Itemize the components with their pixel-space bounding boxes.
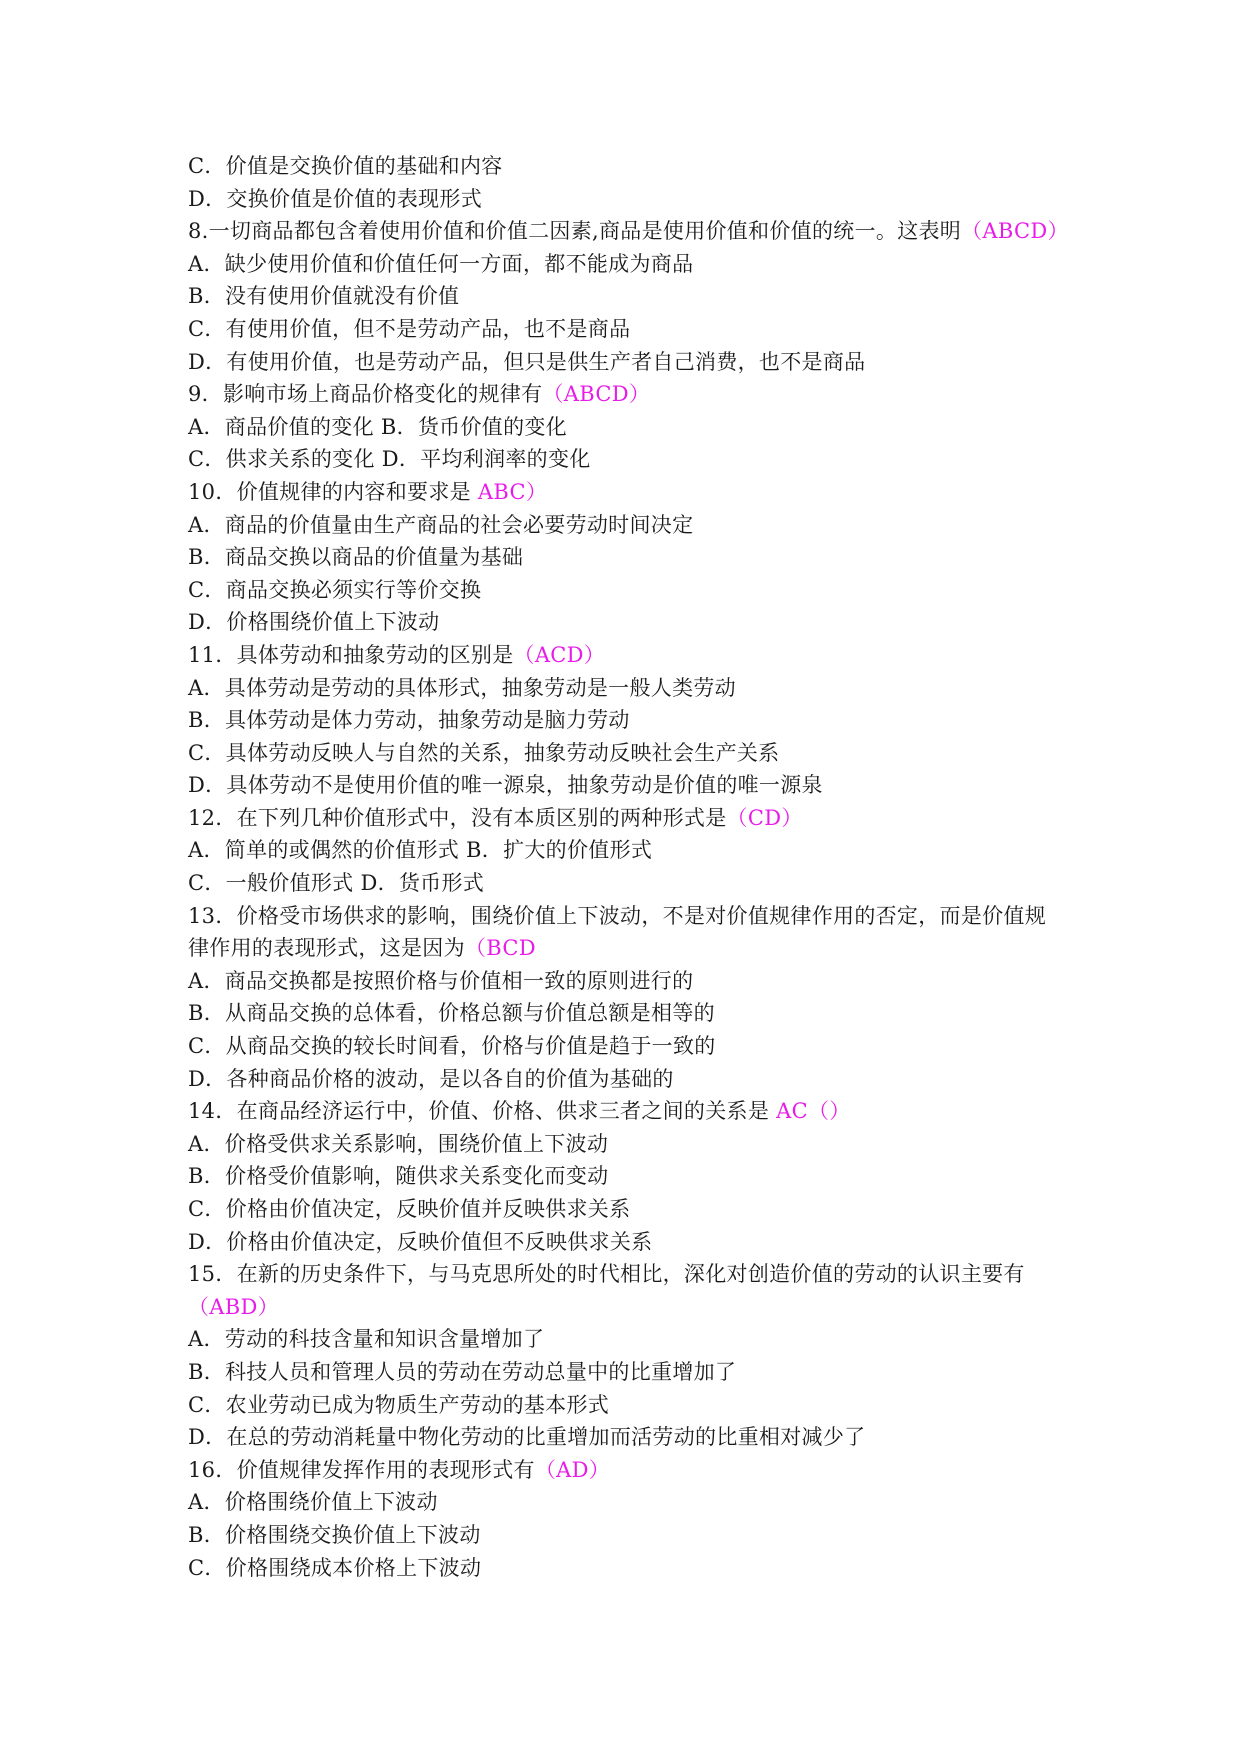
text-line — [188, 150, 1068, 183]
text-line — [188, 313, 1068, 346]
line-text: C．农业劳动已成为物质生产劳动的基本形式 — [188, 1392, 610, 1417]
line-text: A．具体劳动是劳动的具体形式，抽象劳动是一般人类劳动 — [188, 675, 736, 700]
text-line — [188, 378, 1068, 411]
text-line — [188, 248, 1068, 281]
line-text: B．价格围绕交换价值上下波动 — [188, 1522, 481, 1547]
answer-key: （BCD — [464, 936, 536, 961]
text-line — [188, 1454, 1068, 1487]
line-text: D．在总的劳动消耗量中物化劳动的比重增加而活劳动的比重相对减少了 — [188, 1425, 866, 1450]
line-text: A．简单的或偶然的价值形式 B．扩大的价值形式 — [188, 838, 653, 863]
line-text: C．价格由价值决定，反映价值并反映供求关系 — [188, 1197, 631, 1221]
line-text: A．劳动的科技含量和知识含量增加了 — [188, 1327, 545, 1352]
answer-key: （ABCD） — [961, 219, 1069, 244]
text-line — [188, 1421, 1068, 1454]
text-line — [188, 574, 1068, 607]
question-list — [188, 150, 1068, 1584]
line-text: C．有使用价值，但不是劳动产品，也不是商品 — [188, 316, 631, 341]
answer-key: （ABD） — [188, 1294, 279, 1319]
text-line — [188, 1356, 1068, 1389]
line-text: A．价格围绕价值上下波动 — [188, 1490, 438, 1515]
line-text: A．商品交换都是按照价格与价值相一致的原则进行的 — [188, 968, 694, 993]
line-text: 12．在下列几种价值形式中，没有本质区别的两种形式是 — [188, 805, 727, 830]
text-line — [188, 932, 1068, 965]
line-text: C．具体劳动反映人与自然的关系，抽象劳动反映社会生产关系 — [188, 740, 780, 765]
line-text: B．科技人员和管理人员的劳动在劳动总量中的比重增加了 — [188, 1359, 737, 1384]
line-text: B．从商品交换的总体看，价格总额与价值总额是相等的 — [188, 1001, 715, 1026]
text-line — [188, 1128, 1068, 1161]
line-text: 9．影响市场上商品价格变化的规律有 — [188, 382, 543, 407]
answer-key: ABC） — [477, 479, 548, 504]
text-line — [188, 867, 1068, 900]
text-line — [188, 183, 1068, 216]
text-line — [188, 1323, 1068, 1356]
answer-key: （AD） — [534, 1457, 611, 1482]
text-line — [188, 215, 1068, 248]
text-line — [188, 509, 1068, 542]
line-text: A．商品价值的变化 B．货币价值的变化 — [188, 414, 567, 439]
text-line — [188, 411, 1068, 444]
line-text: 8.一切商品都包含着使用价值和价值二因素,商品是使用价值和价值的统一。这表明 — [188, 219, 962, 244]
text-line — [188, 900, 1068, 933]
text-line — [188, 476, 1068, 509]
answer-key: （ACD） — [513, 642, 606, 667]
text-line — [188, 606, 1068, 639]
text-line — [188, 280, 1068, 313]
line-text: C．供求关系的变化 D．平均利润率的变化 — [188, 447, 591, 472]
text-line — [188, 834, 1068, 867]
text-line — [188, 639, 1068, 672]
text-line — [188, 1193, 1068, 1226]
line-text: D．价格由价值决定，反映价值但不反映供求关系 — [188, 1229, 653, 1254]
line-text: C．商品交换必须实行等价交换 — [188, 577, 482, 602]
line-text: 10．价值规律的内容和要求是 — [188, 479, 478, 504]
line-text: 16．价值规律发挥作用的表现形式有 — [188, 1457, 535, 1482]
text-line — [188, 802, 1068, 835]
line-text: C．价值是交换价值的基础和内容 — [188, 154, 503, 178]
text-line — [188, 965, 1068, 998]
line-text: 13．价格受市场供求的影响，围绕价值上下波动，不是对价值规律作用的否定，而是价值规 — [188, 903, 1047, 928]
text-line — [188, 1389, 1068, 1422]
text-line — [188, 769, 1068, 802]
line-text: D．各种商品价格的波动，是以各自的价值为基础的 — [188, 1066, 674, 1091]
line-text: D．具体劳动不是使用价值的唯一源泉，抽象劳动是价值的唯一源泉 — [188, 773, 823, 798]
line-text: D．有使用价值，也是劳动产品，但只是供生产者自己消费，也不是商品 — [188, 349, 866, 374]
text-line — [188, 1519, 1068, 1552]
answer-key: （ABCD） — [542, 382, 651, 407]
answer-key: AC（） — [776, 1099, 851, 1124]
line-text: C．价格围绕成本价格上下波动 — [188, 1555, 482, 1580]
text-line — [188, 1030, 1068, 1063]
text-line — [188, 1063, 1068, 1096]
line-text: D．价格围绕价值上下波动 — [188, 610, 440, 635]
text-line — [188, 541, 1068, 574]
text-line — [188, 443, 1068, 476]
line-text: C．一般价值形式 D．货币形式 — [188, 871, 485, 896]
line-text: A．价格受供求关系影响，围绕价值上下波动 — [188, 1131, 609, 1156]
line-text: A．缺少使用价值和价值任何一方面，都不能成为商品 — [188, 251, 694, 276]
line-text: A．商品的价值量由生产商品的社会必要劳动时间决定 — [188, 512, 694, 537]
line-text: 14．在商品经济运行中，价值、价格、供求三者之间的关系是 — [188, 1099, 777, 1124]
line-text: 11．具体劳动和抽象劳动的区别是 — [188, 642, 514, 667]
text-line — [188, 1258, 1068, 1291]
line-text: 15．在新的历史条件下，与马克思所处的时代相比，深化对创造价值的劳动的认识主要有 — [188, 1262, 1025, 1287]
line-text: B．具体劳动是体力劳动，抽象劳动是脑力劳动 — [188, 708, 630, 733]
text-line — [188, 1095, 1068, 1128]
line-text: B．没有使用价值就没有价值 — [188, 284, 460, 309]
line-text: B．价格受价值影响，随供求关系变化而变动 — [188, 1164, 609, 1189]
line-text: C．从商品交换的较长时间看，价格与价值是趋于一致的 — [188, 1034, 716, 1059]
text-line — [188, 704, 1068, 737]
text-line — [188, 1226, 1068, 1259]
line-text: 律作用的表现形式，这是因为 — [188, 936, 465, 961]
line-text: D．交换价值是价值的表现形式 — [188, 186, 483, 211]
text-line — [188, 997, 1068, 1030]
text-line — [188, 1552, 1068, 1585]
line-text: B．商品交换以商品的价值量为基础 — [188, 545, 524, 570]
text-line — [188, 737, 1068, 770]
text-line — [188, 672, 1068, 705]
text-line — [188, 1291, 1068, 1324]
text-line — [188, 346, 1068, 379]
text-line — [188, 1486, 1068, 1519]
text-line — [188, 1160, 1068, 1193]
answer-key: （CD） — [726, 805, 803, 830]
